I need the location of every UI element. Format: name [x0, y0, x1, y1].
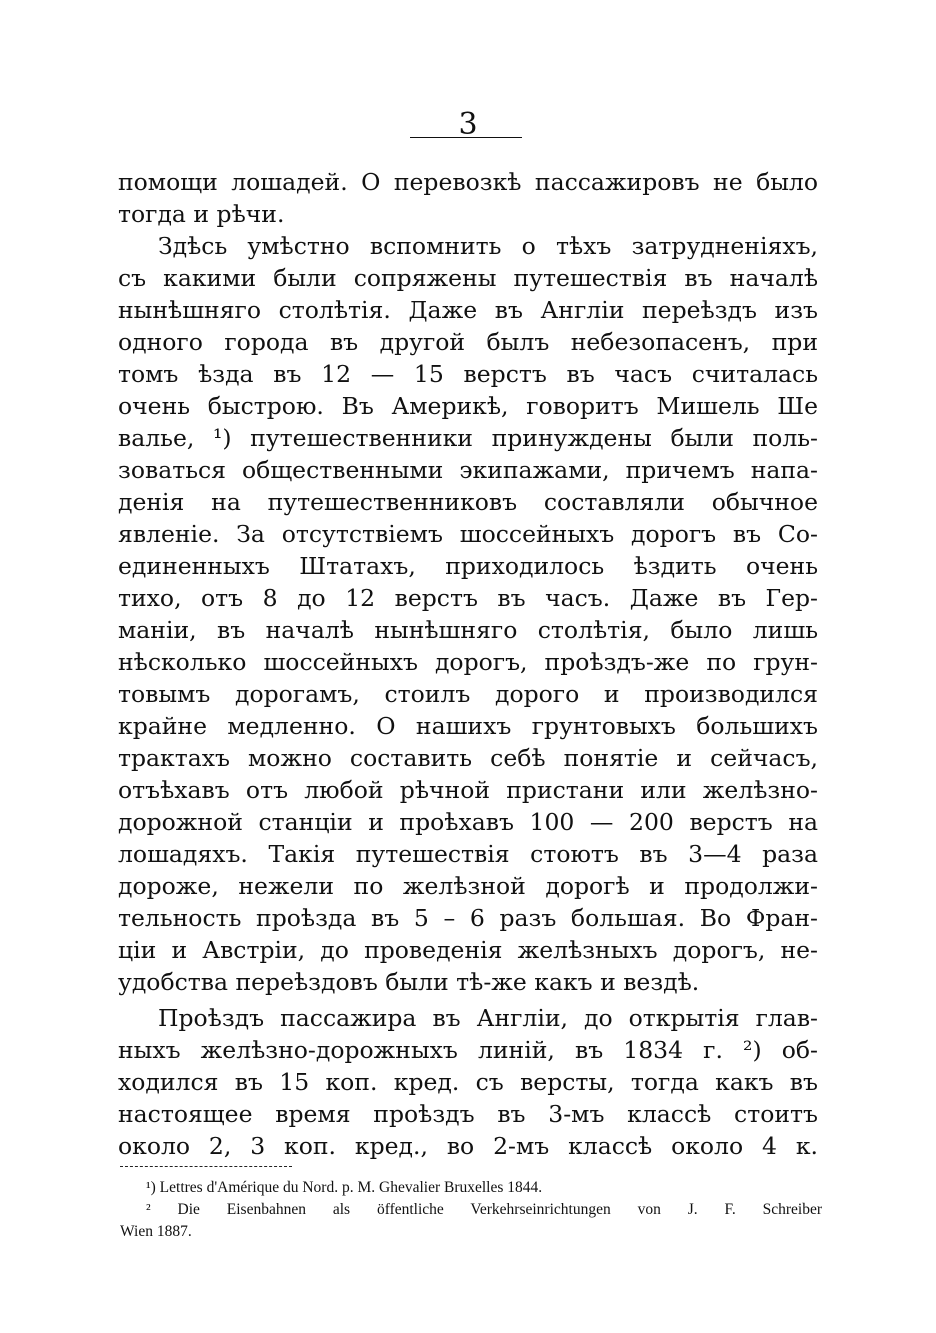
body-line: товымъ дорогамъ, стоилъ дорого и производился — [118, 680, 818, 708]
body-line: маніи, въ началѣ нынѣшняго столѣтія, было лишь — [118, 616, 818, 644]
page-number-rule — [410, 137, 522, 138]
body-line: одного города въ другой былъ небезопасенъ, при — [118, 328, 818, 356]
body-line: очень быстрою. Въ Америкѣ, говоритъ Мишель Ше — [118, 392, 818, 420]
body-line: тихо, отъ 8 до 12 верстъ въ часъ. Даже въ Гер- — [118, 584, 818, 612]
body-line: ціи и Австріи, до проведенія желѣзныхъ дорогъ, не- — [118, 936, 818, 964]
body-line: явленіе. За отсутствіемъ шоссейныхъ дорогъ въ Со- — [118, 520, 818, 548]
body-line: валье, ¹) путешественники принуждены были поль- — [118, 424, 818, 452]
body-line: единенныхъ Штатахъ, приходилось ѣздить очень — [118, 552, 818, 580]
footnote-continuation: Wien 1887. — [120, 1223, 192, 1240]
footnote-rule — [120, 1166, 292, 1167]
body-line: нѣсколько шоссейныхъ дорогъ, проѣздъ-же по грун- — [118, 648, 818, 676]
body-line: тогда и рѣчи. — [118, 200, 285, 228]
body-line: денія на путешественниковъ составляли обычное — [118, 488, 818, 516]
body-line: около 2, 3 коп. кред., во 2-мъ классѣ около 4 к. — [118, 1132, 818, 1160]
body-line: удобства переѣздовъ были тѣ-же какъ и вездѣ. — [118, 968, 700, 996]
footnote: ² Die Eisenbahnen als öffentliche Verkehrseinrichtungen von J. F. Schreiber — [146, 1201, 822, 1218]
body-line: Проѣздъ пассажира въ Англіи, до открытія глав- — [158, 1004, 818, 1032]
body-line: томъ ѣзда въ 12 — 15 верстъ въ часъ считалась — [118, 360, 818, 388]
body-line: дороже, нежели по желѣзной дорогѣ и продолжи- — [118, 872, 818, 900]
body-line: нынѣшняго столѣтія. Даже въ Англіи переѣздъ изъ — [118, 296, 818, 324]
body-line: съ какими были сопряжены путешествія въ началѣ — [118, 264, 818, 292]
footnote: ¹) Lettres d'Amérique du Nord. p. M. Ghevalier Bruxelles 1844. — [146, 1179, 543, 1196]
body-line: ходился въ 15 коп. кред. съ версты, тогда какъ въ — [118, 1068, 818, 1096]
page-number: 3 — [458, 107, 478, 142]
body-line: дорожной станціи и проѣхавъ 100 — 200 верстъ на — [118, 808, 818, 836]
body-line: ныхъ желѣзно-дорожныхъ линій, въ 1834 г. ²) об- — [118, 1036, 818, 1064]
body-line: Здѣсь умѣстно вспомнить о тѣхъ затрудненіяхъ, — [158, 232, 818, 260]
body-line: зоваться общественными экипажами, причемъ напа- — [118, 456, 818, 484]
body-line: помощи лошадей. О перевозкѣ пассажировъ не было — [118, 168, 818, 196]
body-line: лошадяхъ. Такія путешествія стоютъ въ 3—4 раза — [118, 840, 818, 868]
body-line: крайне медленно. О нашихъ грунтовыхъ большихъ — [118, 712, 818, 740]
body-line: тельность проѣзда въ 5 – 6 разъ большая. Во Фран- — [118, 904, 818, 932]
body-line: настоящее время проѣздъ въ 3-мъ классѣ стоитъ — [118, 1100, 818, 1128]
body-line: трактахъ можно составить себѣ понятіе и сейчасъ, — [118, 744, 818, 772]
body-line: отъѣхавъ отъ любой рѣчной пристани или желѣзно- — [118, 776, 818, 804]
